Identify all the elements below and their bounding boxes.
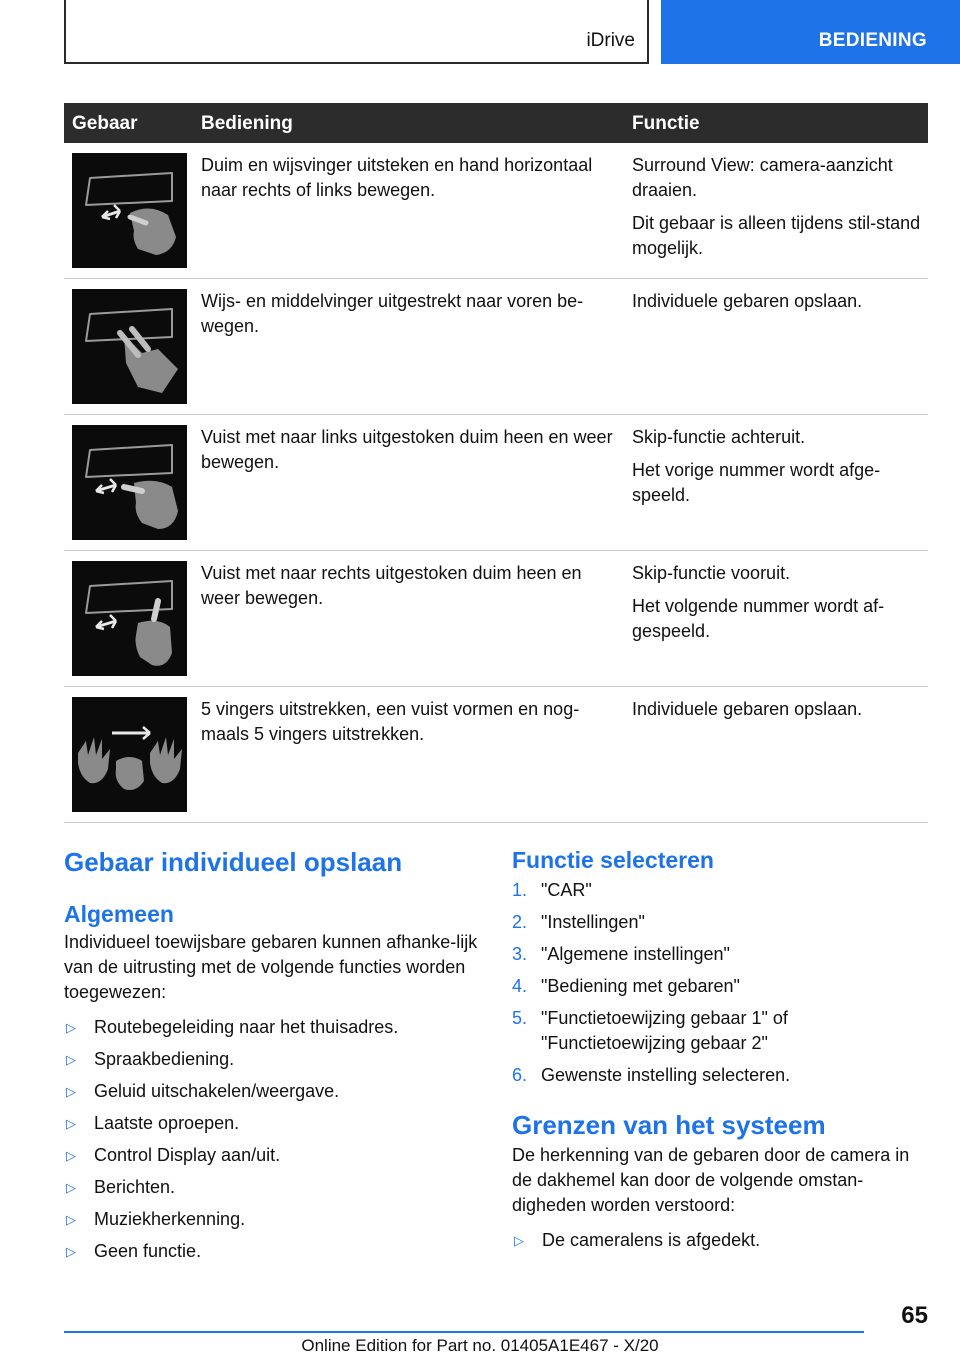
- table-row: [64, 687, 928, 823]
- header-chapter-label: BEDIENING: [818, 30, 927, 51]
- table-row: [64, 551, 928, 687]
- col-header-gebaar: Gebaar: [72, 113, 138, 134]
- page-number: 65: [901, 1302, 928, 1329]
- table-row: [64, 279, 928, 415]
- header-chapter-tab: [661, 0, 960, 64]
- list-item: [64, 1175, 484, 1200]
- list-item-text: Geen functie.: [94, 1241, 202, 1261]
- list-item: [64, 1015, 484, 1040]
- row-bediening: Vuist met naar rechts uitgestoken duim heen en weer bewegen.: [201, 563, 582, 608]
- step-text: "Algemene instellingen": [541, 944, 730, 964]
- triangle-bullet-icon: ▷: [514, 1233, 524, 1248]
- subsection-title-algemeen: Algemeen: [64, 901, 174, 927]
- functie-line: Individuele gebaren opslaan.: [632, 699, 863, 719]
- triangle-bullet-icon: ▷: [66, 1020, 76, 1035]
- step-text: "CAR": [541, 880, 592, 900]
- header-section-box: [64, 0, 649, 64]
- step-number: 3.: [512, 944, 528, 964]
- step-text: Gewenste instelling selecteren.: [541, 1065, 791, 1085]
- triangle-bullet-icon: ▷: [66, 1244, 76, 1259]
- two-fingers-forward-icon: [72, 289, 187, 404]
- functie-line: Het vorige nummer wordt afge-speeld.: [632, 460, 881, 505]
- row-functie: [632, 425, 922, 516]
- step-text: "Functietoewijzing gebaar 1" of "Functietoewijzing gebaar 2": [541, 1008, 788, 1053]
- list-item: [64, 1239, 484, 1264]
- list-item: [512, 910, 922, 935]
- list-item: [512, 974, 922, 999]
- col-header-bediening: Bediening: [201, 113, 293, 134]
- row-functie: [632, 561, 922, 652]
- step-text: "Instellingen": [541, 912, 645, 932]
- table-row: [64, 415, 928, 551]
- step-number: 4.: [512, 976, 528, 996]
- row-functie: [632, 289, 922, 322]
- intro-paragraph: Individueel toewijsbare gebaren kunnen afhanke-lijk van de uitrusting met de volgende functies worden toegewezen:: [64, 932, 478, 1002]
- fist-thumb-left-icon: [72, 425, 187, 540]
- row-bediening: Vuist met naar links uitgestoken duim heen en weer bewegen.: [201, 427, 613, 472]
- row-functie: [632, 697, 922, 730]
- footer-edition-text: Online Edition for Part no. 01405A1E467 - X/20: [301, 1336, 659, 1355]
- list-item: [512, 942, 922, 967]
- triangle-bullet-icon: ▷: [66, 1212, 76, 1227]
- list-item: [64, 1079, 484, 1104]
- col-header-functie: Functie: [632, 113, 700, 134]
- list-item: [64, 1047, 484, 1072]
- list-item: [512, 1063, 922, 1088]
- list-item: [512, 1228, 922, 1253]
- table-row: [64, 143, 928, 279]
- list-item-text: Spraakbediening.: [94, 1049, 235, 1069]
- row-bediening: Wijs- en middelvinger uitgestrekt naar voren be-wegen.: [201, 291, 584, 336]
- list-item: [512, 1006, 922, 1056]
- functie-line: Skip-functie vooruit.: [632, 563, 791, 583]
- hand-swipe-horizontal-icon: [72, 153, 187, 268]
- step-number: 5.: [512, 1008, 528, 1028]
- functie-line: Individuele gebaren opslaan.: [632, 291, 863, 311]
- list-item-text: Routebegeleiding naar het thuisadres.: [94, 1017, 399, 1037]
- step-list: [512, 878, 922, 1088]
- triangle-bullet-icon: ▷: [66, 1180, 76, 1195]
- gesture-table: [64, 103, 928, 823]
- triangle-bullet-icon: ▷: [66, 1084, 76, 1099]
- footer-divider: [64, 1331, 864, 1333]
- list-item-text: Control Display aan/uit.: [94, 1145, 281, 1165]
- list-item-text: Muziekherkenning.: [94, 1209, 246, 1229]
- step-number: 1.: [512, 880, 528, 900]
- functie-line: Het volgende nummer wordt af-gespeeld.: [632, 596, 885, 641]
- step-number: 2.: [512, 912, 528, 932]
- left-column: [64, 845, 484, 1271]
- step-number: 6.: [512, 1065, 528, 1085]
- row-bediening: 5 vingers uitstrekken, een vuist vormen en nog-maals 5 vingers uitstrekken.: [201, 699, 580, 744]
- list-item: [512, 878, 922, 903]
- function-bullet-list: [64, 1015, 484, 1264]
- triangle-bullet-icon: ▷: [66, 1116, 76, 1131]
- functie-line: Dit gebaar is alleen tijdens stil-stand mogelijk.: [632, 213, 921, 258]
- header-section-label: iDrive: [586, 30, 635, 51]
- table-header: [64, 103, 928, 143]
- list-item: [64, 1207, 484, 1232]
- limits-bullet-list: [512, 1228, 922, 1253]
- list-item-text: Laatste oproepen.: [94, 1113, 240, 1133]
- functie-line: Surround View: camera-aanzicht draaien.: [632, 155, 893, 200]
- limits-paragraph: De herkenning van de gebaren door de camera in de dakhemel kan door de volgende omstan-digheden worden verstoord:: [512, 1145, 910, 1215]
- row-functie: [632, 153, 922, 269]
- step-text: "Bediening met gebaren": [541, 976, 740, 996]
- list-item-text: Geluid uitschakelen/weergave.: [94, 1081, 340, 1101]
- list-item-text: De cameralens is afgedekt.: [542, 1230, 761, 1250]
- triangle-bullet-icon: ▷: [66, 1052, 76, 1067]
- list-item-text: Berichten.: [94, 1177, 176, 1197]
- triangle-bullet-icon: ▷: [66, 1148, 76, 1163]
- open-fist-open-hand-icon: [72, 697, 187, 812]
- fist-thumb-right-icon: [72, 561, 187, 676]
- section-title-grenzen: Grenzen van het systeem: [512, 1110, 826, 1140]
- section-title-gebaar-opslaan: Gebaar individueel opslaan: [64, 847, 403, 877]
- list-item: [64, 1111, 484, 1136]
- subsection-title-functie-selecteren: Functie selecteren: [512, 847, 714, 873]
- right-column: [512, 845, 922, 1260]
- row-bediening: Duim en wijsvinger uitsteken en hand horizontaal naar rechts of links bewegen.: [201, 155, 593, 200]
- functie-line: Skip-functie achteruit.: [632, 427, 806, 447]
- list-item: [64, 1143, 484, 1168]
